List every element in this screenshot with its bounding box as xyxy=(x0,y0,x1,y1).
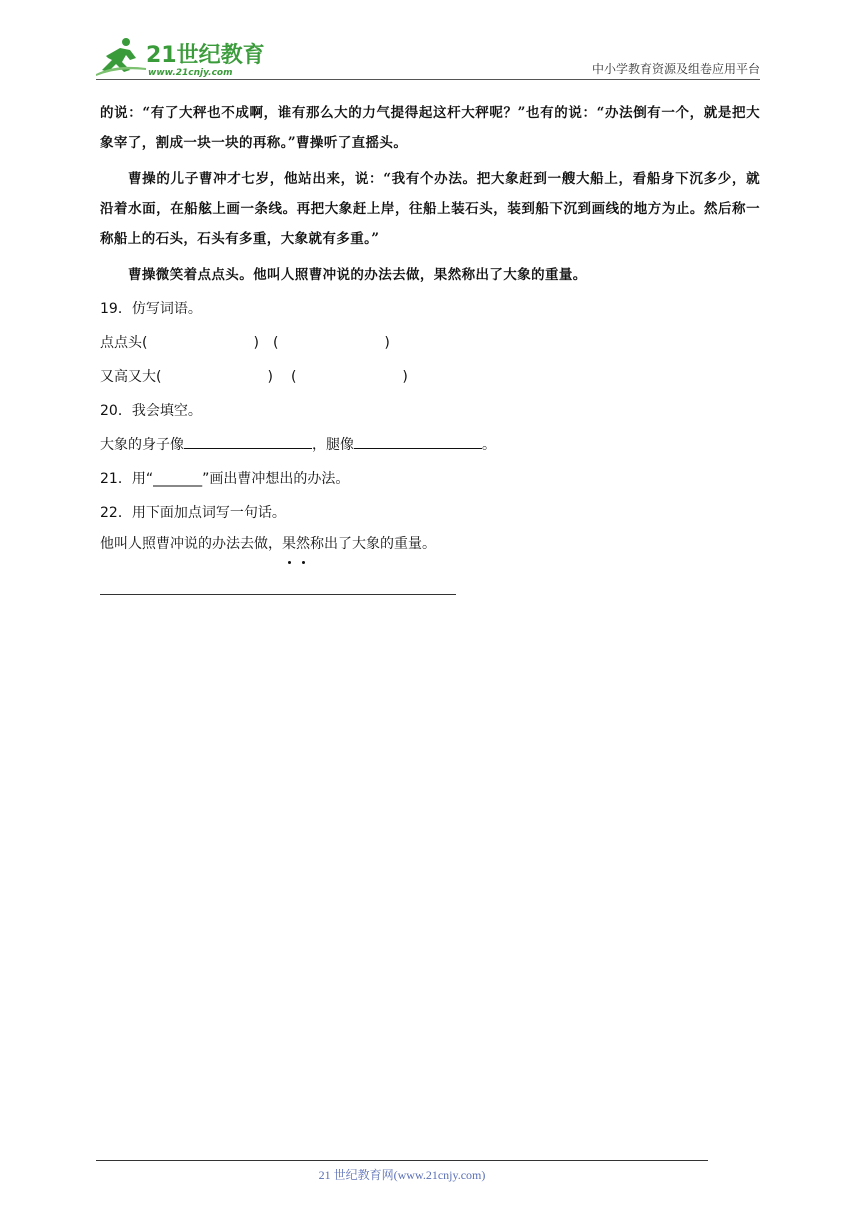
document-body xyxy=(100,98,760,558)
passage-paragraph-1: 的说：“有了大秤也不成啊，谁有那么大的力气提得起这杆大秤呢？”也有的说：“办法倒有一个，就是把大象宰了，割成一块一块的再称。”曹操听了直摇头。 xyxy=(100,105,760,151)
page-header xyxy=(96,30,760,80)
footer-text: 21 世纪教育网(www.21cnjy.com) xyxy=(318,1168,486,1182)
header-divider xyxy=(96,79,760,80)
question-20-title: 20．我会填空。 xyxy=(100,403,202,419)
dotted-char-2: 然 xyxy=(296,530,310,558)
reading-passage xyxy=(100,98,760,290)
question-21: 21．用“_______”画出曹冲想出的办法。 xyxy=(100,471,350,487)
question-20-fill: 大象的身子像 ，腿像 。 xyxy=(100,428,760,462)
logo-url: www.21cnjy.com xyxy=(148,68,233,78)
passage-paragraph-3: 曹操微笑着点点头。他叫人照曹冲说的办法去做，果然称出了大象的重量。 xyxy=(128,267,587,283)
q20-blank-1[interactable] xyxy=(184,434,312,449)
runner-icon xyxy=(96,38,146,76)
q19-word-2: 又高又大( xyxy=(100,369,162,385)
q20-blank-2[interactable] xyxy=(354,434,482,449)
logo-text: 21世纪教育 xyxy=(146,43,265,68)
question-19-line-1: 点点头( ) ( ) xyxy=(100,335,390,351)
header-platform-text: 中小学教育资源及组卷应用平台 xyxy=(591,62,760,76)
q19-word-1: 点点头( xyxy=(100,335,148,351)
question-22-sentence: 他叫人照曹冲说的办法去做，果然称出了大象的重量。 xyxy=(100,530,760,558)
q21-underline-marker: _______ xyxy=(153,471,203,487)
footer-divider xyxy=(96,1160,708,1161)
logo xyxy=(96,34,266,78)
question-19-line-2: 又高又大( ) ( ) xyxy=(100,369,408,385)
dotted-char-1: 果 xyxy=(282,530,296,558)
question-19-title: 19．仿写词语。 xyxy=(100,301,202,317)
q22-answer-line[interactable] xyxy=(100,594,456,595)
passage-paragraph-2: 曹操的儿子曹冲才七岁，他站出来，说：“我有个办法。把大象赶到一艘大船上，看船身下沉多少，就沿着水面，在船舷上画一条线。再把大象赶上岸，往船上装石头，装到船下沉到画线的地方为止。然后称一称船上的石头，石头有多重，大象就有多重。” xyxy=(100,171,760,247)
question-22-title: 22．用下面加点词写一句话。 xyxy=(100,505,286,521)
